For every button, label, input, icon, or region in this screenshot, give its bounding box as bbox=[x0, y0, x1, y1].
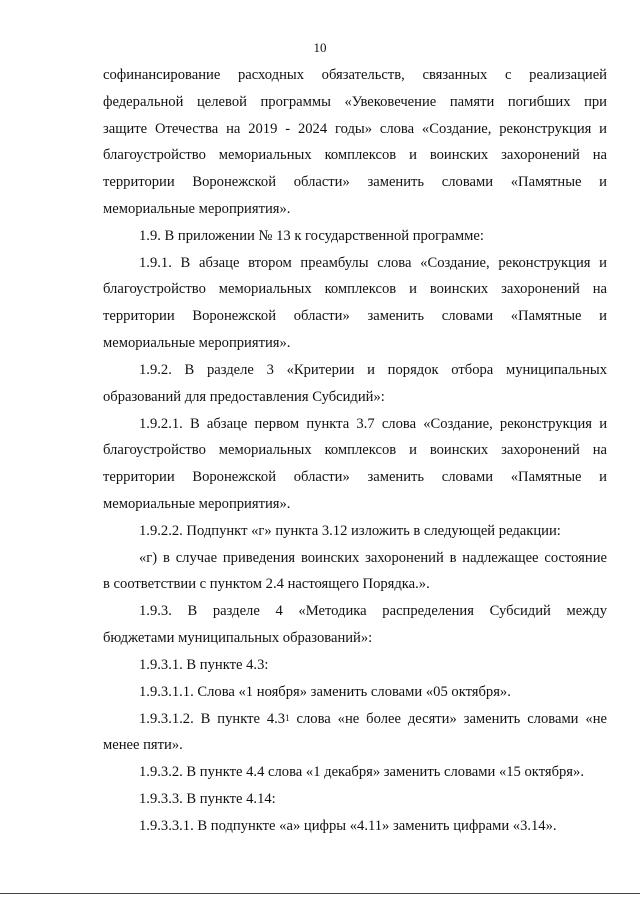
text-line: мемориальные мероприятия». bbox=[103, 201, 291, 217]
text-line: софинансирование расходных обязательств, связанных с реализацией bbox=[103, 67, 607, 83]
text-line: 1.9.2.1. В абзаце первом пункта 3.7 слова «Создание, реконструкция и bbox=[139, 416, 607, 432]
text-line: территории Воронежской области» заменить словами «Памятные и bbox=[103, 308, 607, 324]
footer-rule bbox=[0, 893, 640, 894]
text-line: менее пяти». bbox=[103, 737, 183, 753]
text-line: территории Воронежской области» заменить словами «Памятные и bbox=[103, 469, 607, 485]
text-line: 1.9.2.2. Подпункт «г» пункта 3.12 изложить в следующей редакции: bbox=[139, 523, 561, 539]
text-line: бюджетами муниципальных образований»: bbox=[103, 630, 373, 646]
text-line: «г) в случае приведения воинских захоронений в надлежащее состояние bbox=[139, 550, 607, 566]
text-line: 1.9.1. В абзаце втором преамбулы слова «Создание, реконструкция и bbox=[139, 255, 607, 271]
text-line: 1.9. В приложении № 13 к государственной программе: bbox=[139, 228, 484, 244]
text-line: 1.9.3.3.1. В подпункте «а» цифры «4.11» заменить цифрами «3.14». bbox=[139, 818, 557, 834]
text-line: образований для предоставления Субсидий»: bbox=[103, 389, 385, 405]
text-line: 1.9.3.3. В пункте 4.14: bbox=[139, 791, 276, 807]
text-line: в соответствии с пунктом 2.4 настоящего Порядка.». bbox=[103, 576, 430, 592]
text-segment: слова «не более десяти» заменить словами «не bbox=[289, 711, 607, 727]
superscript: 1 bbox=[285, 713, 290, 723]
text-line: территории Воронежской области» заменить словами «Памятные и bbox=[103, 174, 607, 190]
text-line: благоустройство мемориальных комплексов и воинских захоронений на bbox=[103, 442, 607, 458]
text-line: мемориальные мероприятия». bbox=[103, 496, 291, 512]
text-line: 1.9.3. В разделе 4 «Методика распределения Субсидий между bbox=[139, 603, 607, 619]
text-line: 1.9.3.1. В пункте 4.3: bbox=[139, 657, 269, 673]
text-line: защите Отечества на 2019 - 2024 годы» слова «Создание, реконструкция и bbox=[103, 121, 607, 137]
text-line: мемориальные мероприятия». bbox=[103, 335, 291, 351]
text-line bbox=[139, 710, 607, 728]
text-line: 1.9.2. В разделе 3 «Критерии и порядок отбора муниципальных bbox=[139, 362, 607, 378]
page-number: 10 bbox=[313, 40, 327, 55]
text-line: благоустройство мемориальных комплексов и воинских захоронений на bbox=[103, 147, 607, 163]
text-line: 1.9.3.2. В пункте 4.4 слова «1 декабря» заменить словами «15 октября». bbox=[139, 764, 584, 780]
text-line: федеральной целевой программы «Увековечение памяти погибших при bbox=[103, 94, 607, 110]
text-line: 1.9.3.1.1. Слова «1 ноября» заменить словами «05 октября». bbox=[139, 684, 511, 700]
text-line: благоустройство мемориальных комплексов и воинских захоронений на bbox=[103, 281, 607, 297]
text-segment: 1.9.3.1.2. В пункте 4.3 bbox=[139, 711, 286, 727]
